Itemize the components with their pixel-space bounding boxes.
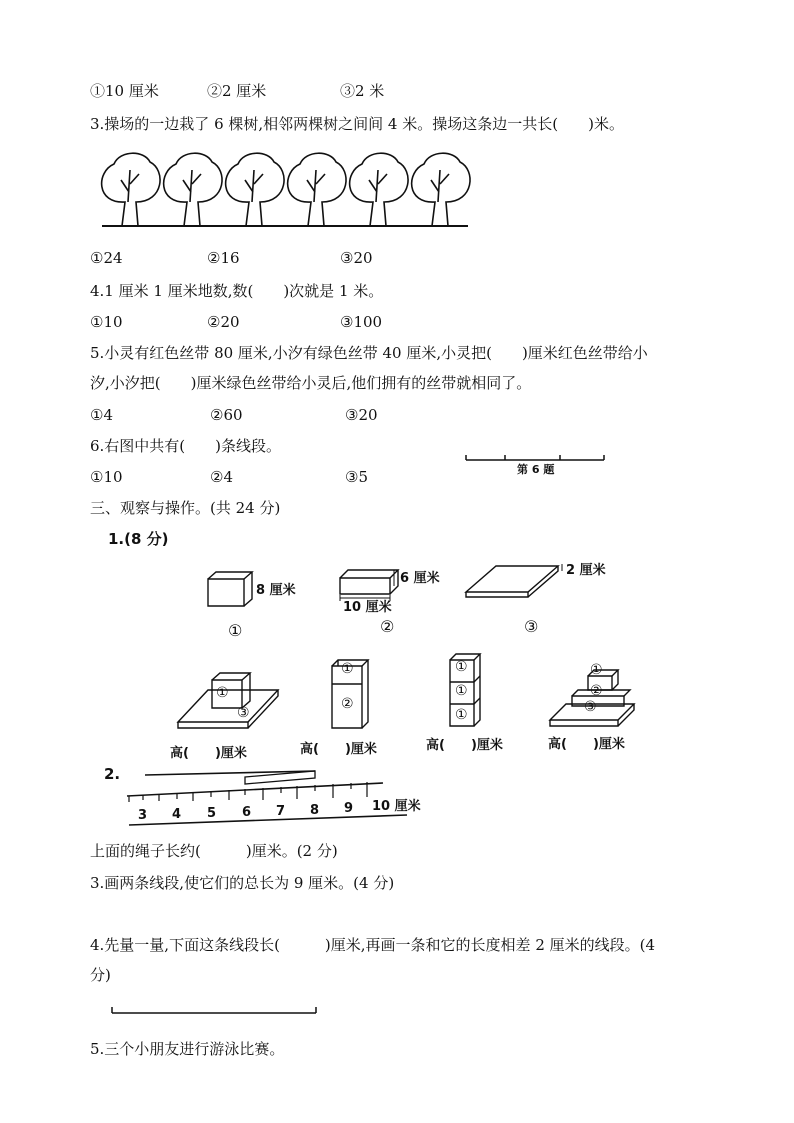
q4-text: 4.1 厘米 1 厘米地数,数( )次就是 1 米。: [90, 282, 384, 300]
ruler-tick-3: 3: [138, 808, 148, 823]
q6-option-2: ②4: [210, 468, 233, 486]
ruler-tick-9: 9: [344, 801, 354, 816]
q2-option-3: ③2 米: [340, 82, 385, 100]
q5-option-3: ③20: [345, 406, 378, 424]
stack1-height-label: 高( )厘米: [170, 746, 247, 761]
p5-text: 5.三个小朋友进行游泳比赛。: [90, 1040, 285, 1058]
tree-2: [164, 153, 222, 226]
q3-option-3: ③20: [340, 249, 373, 267]
q4-option-1: ①10: [90, 313, 123, 331]
stack4-slab-mark: ③: [584, 699, 597, 715]
stack2-height-label: 高( )厘米: [300, 742, 377, 757]
stack2-cube-mark: ①: [341, 661, 354, 677]
shape1-dimension: 8 厘米: [256, 583, 296, 598]
q5-option-2: ②60: [210, 406, 243, 424]
q6-text: 6.右图中共有( )条线段。: [90, 437, 282, 455]
p4-segment: [110, 1002, 320, 1016]
tree-1: [102, 153, 160, 226]
ruler-tick-6: 6: [242, 805, 252, 820]
q6-option-1: ①10: [90, 468, 123, 486]
tree-5: [350, 153, 408, 226]
shape2-height-dimension: 6 厘米: [400, 571, 440, 586]
stack1-slab-mark: ③: [237, 705, 250, 721]
q3-option-1: ①24: [90, 249, 123, 267]
q6-option-3: ③5: [345, 468, 368, 486]
q5-text-line2: 汐,小汐把( )厘米绿色丝带给小灵后,他们拥有的丝带就相同了。: [90, 374, 532, 392]
section3-title: 三、观察与操作。(共 24 分): [90, 499, 281, 517]
p4-text-line1: 4.先量一量,下面这条线段长( )厘米,再画一条和它的长度相差 2 厘米的线段。(4: [90, 936, 656, 954]
p1-label: 1.(8 分): [108, 530, 169, 548]
q3-text: 3.操场的一边栽了 6 棵树,相邻两棵树之间间 4 米。操场这条边一共长( )米。: [90, 115, 624, 133]
ruler-tick-10: 10 厘米: [372, 799, 421, 814]
tree-6: [412, 153, 470, 226]
q3-option-2: ②16: [207, 249, 240, 267]
ruler-tick-7: 7: [276, 804, 286, 819]
tree-4: [288, 153, 346, 226]
stack4-cube-mark: ①: [590, 662, 603, 678]
stack4-cuboid-mark: ②: [590, 683, 603, 699]
p2-label: 2.: [104, 765, 121, 783]
q6-figure-caption: 第 6 题: [517, 463, 555, 476]
q5-option-1: ①4: [90, 406, 113, 424]
q2-option-1: ①10 厘米: [90, 82, 159, 100]
shape3-mark: ③: [524, 617, 539, 636]
trees-illustration: [100, 150, 470, 230]
ruler-tick-4: 4: [172, 807, 182, 822]
stack3-cube2-mark: ①: [455, 683, 468, 699]
stack2-cuboid-mark: ②: [341, 696, 354, 712]
p3-text: 3.画两条线段,使它们的总长为 9 厘米。(4 分): [90, 874, 395, 892]
stack3-cube3-mark: ①: [455, 707, 468, 723]
shape2-width-dimension: 10 厘米: [343, 600, 392, 615]
q4-option-3: ③100: [340, 313, 383, 331]
ruler-tick-8: 8: [310, 803, 320, 818]
shape3-dimension: 2 厘米: [566, 563, 606, 578]
stack3-height-label: 高( )厘米: [426, 738, 503, 753]
shape1-mark: ①: [228, 621, 243, 640]
p2-question-text: 上面的绳子长约( )厘米。(2 分): [90, 842, 338, 860]
q5-text-line1: 5.小灵有红色丝带 80 厘米,小汐有绿色丝带 40 厘米,小灵把( )厘米红色丝带给小: [90, 344, 648, 362]
p4-text-line2: 分): [90, 966, 111, 984]
stack4-height-label: 高( )厘米: [548, 737, 625, 752]
stack3-cube1-mark: ①: [455, 659, 468, 675]
q4-option-2: ②20: [207, 313, 240, 331]
q2-option-2: ②2 厘米: [207, 82, 267, 100]
shape2-mark: ②: [380, 617, 395, 636]
tree-3: [226, 153, 284, 226]
ruler-tick-5: 5: [207, 806, 217, 821]
stack1-cube-mark: ①: [216, 685, 229, 701]
